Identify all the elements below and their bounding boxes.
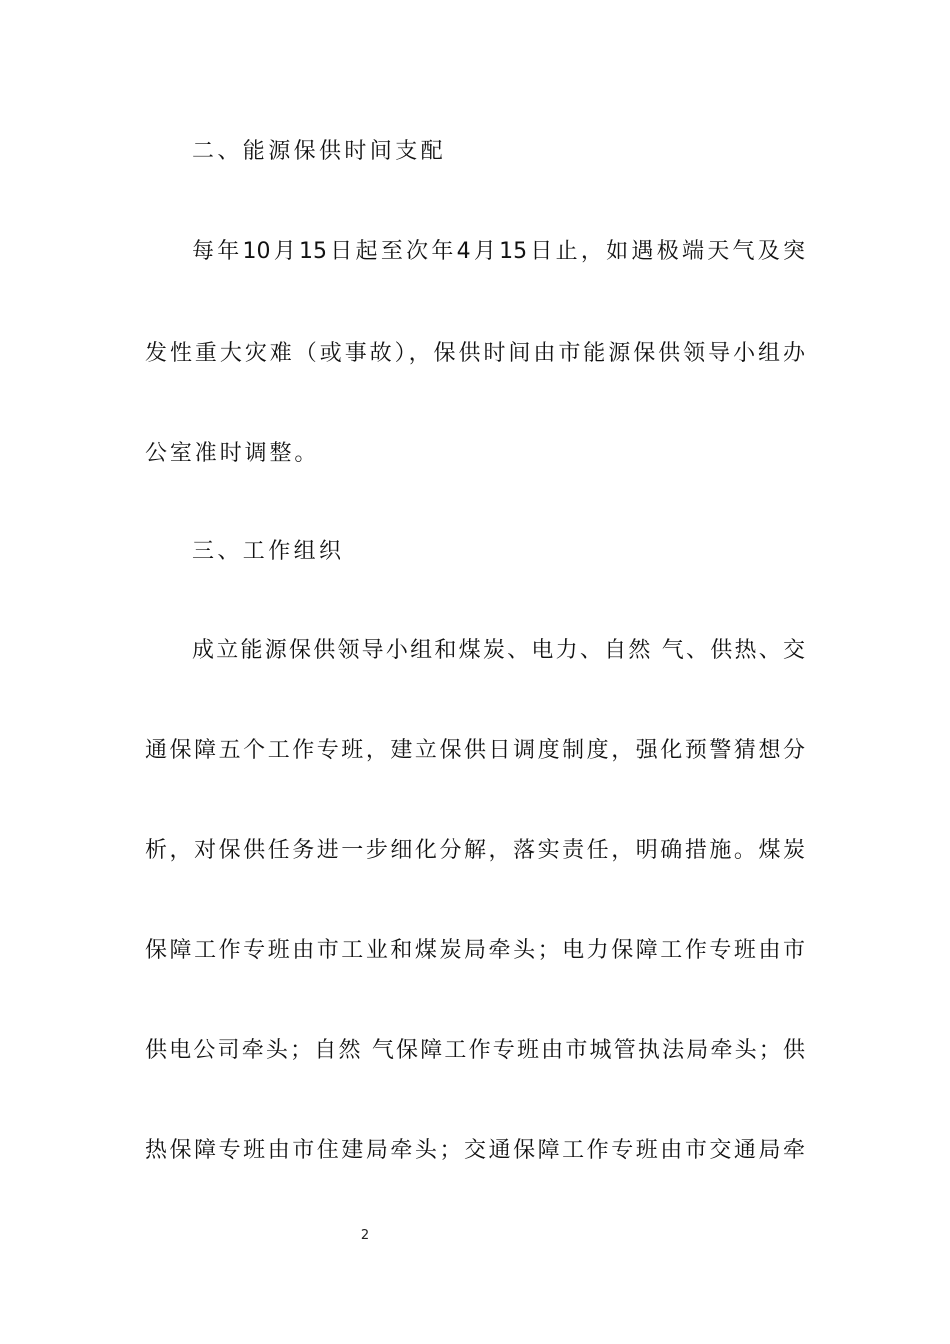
paragraph-line: 通保障五个工作专班，建立保供日调度制度，强化预警猜想分 <box>145 738 805 763</box>
paragraph-line: 每年10月15日起至次年4月15日止，如遇极端天气及突 <box>192 239 805 264</box>
page-number: 2 <box>360 1228 370 1243</box>
section-heading-energy-supply-schedule: 二、能源保供时间支配 <box>192 139 447 164</box>
paragraph-line: 供电公司牵头；自然 气保障工作专班由市城管执法局牵头；供 <box>145 1038 805 1063</box>
paragraph-line: 发性重大灾难（或事故），保供时间由市能源保供领导小组办 <box>145 341 805 366</box>
paragraph-line: 成立能源保供领导小组和煤炭、电力、自然 气、供热、交 <box>192 638 805 663</box>
paragraph-line: 析，对保供任务进一步细化分解，落实责任，明确措施。煤炭 <box>145 838 805 863</box>
paragraph-line: 保障工作专班由市工业和煤炭局牵头；电力保障工作专班由市 <box>145 938 805 963</box>
paragraph-line: 公室准时调整。 <box>145 441 320 466</box>
section-heading-work-organization: 三、工作组织 <box>192 539 345 564</box>
paragraph-line: 热保障专班由市住建局牵头；交通保障工作专班由市交通局牵 <box>145 1138 805 1163</box>
